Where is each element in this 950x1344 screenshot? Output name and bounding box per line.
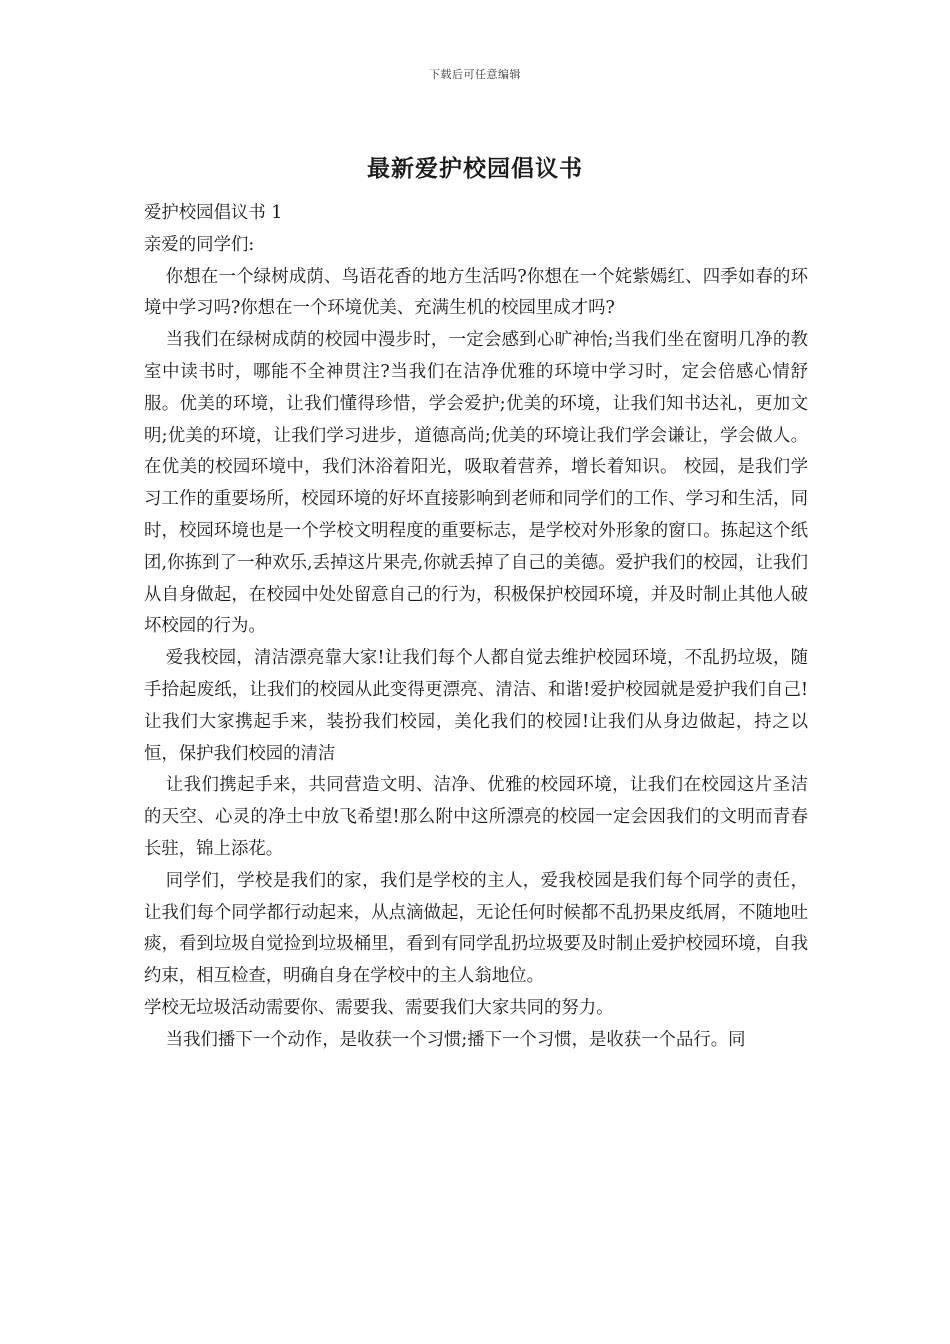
- paragraph-3: 爱我校园，清洁漂亮靠大家!让我们每个人都自觉去维护校园环境，不乱扔垃圾，随手拾起废纸，让我们的校园从此变得更漂亮、清洁、和谐!爱护校园就是爱护我们自己!让我们大家携起手来，装扮我们校园，美化我们的校园!让我们从身边做起，持之以恒，保护我们校园的清洁: [144, 648, 808, 764]
- paragraph-1: 你想在一个绿树成荫、鸟语花香的地方生活吗?你想在一个姹紫嫣红、四季如春的环境中学习吗?你想在一个环境优美、充满生机的校园里成才吗?: [144, 266, 808, 319]
- header-note: 下载后可任意编辑: [429, 68, 521, 81]
- subtitle: 爱护校园倡议书 1: [144, 203, 283, 223]
- paragraph-7: 当我们播下一个动作，是收获一个习惯;播下一个习惯，是收获一个品行。同: [165, 1029, 746, 1050]
- paragraph-6: 学校无垃圾活动需要你、需要我、需要我们大家共同的努力。: [144, 997, 614, 1018]
- paragraph-5: 同学们，学校是我们的家，我们是学校的主人，爱我校园是我们每个同学的责任，让我们每个同学都行动起来，从点滴做起，无论任何时候都不乱扔果皮纸屑，不随地吐痰，看到垃圾自觉捡到垃圾桶里，看到有同学乱扔垃圾要及时制止爱护校园环境，自我约束，相互检查，明确自身在学校中的主人翁地位。: [144, 870, 808, 987]
- paragraph-2: 当我们在绿树成荫的校园中漫步时，一定会感到心旷神怡;当我们坐在窗明几净的教室中读书时，哪能不全神贯注?当我们在洁净优雅的环境中学习时，定会倍感心情舒服。优美的环境，让我们懂得珍惜，学会爱护;优美的环境，让我们知书达礼，更加文明;优美的环境，让我们学习进步，道德高尚;优美的环境让我们学会谦让，学会做人。在优美的校园环境中，我们沐浴着阳光，吸取着营养，增长着知识。 校园，是我们学习工作的重要场所，校园环境的好坏直接影响到老师和同学们的工作、学习和生活，同时，校园环境也是一个学校文明程度的重要标志，是学校对外形象的窗口。拣起这个纸团,你拣到了一种欢乐,丢掉这片果壳,你就丢掉了自己的美德。爱护我们的校园，让我们从自身做起，在校园中处处留意自己的行为，积极保护校园环境，并及时制止其他人破坏校园的行为。: [144, 330, 808, 637]
- salutation: 亲爱的同学们:: [144, 234, 255, 255]
- document-title: 最新爱护校园倡议书: [367, 156, 583, 182]
- paragraph-4: 让我们携起手来，共同营造文明、洁净、优雅的校园环境，让我们在校园这片圣洁的天空、心灵的净土中放飞希望!那么附中这所漂亮的校园一定会因我们的文明而青春长驻，锦上添花。: [144, 775, 808, 859]
- document-body: [144, 198, 808, 1057]
